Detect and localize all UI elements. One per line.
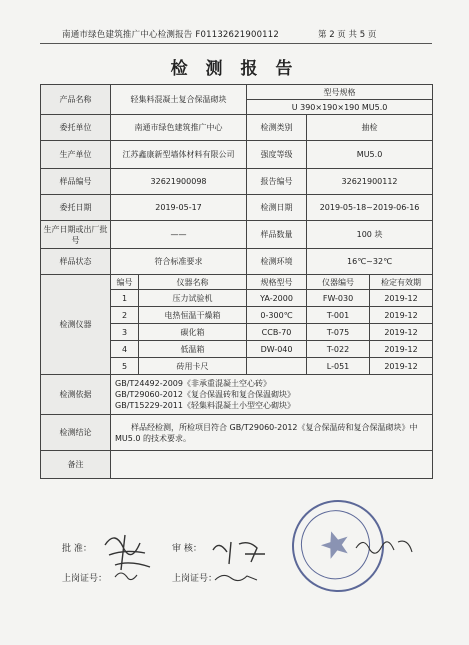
model-spec-label: 型号规格 — [247, 85, 433, 100]
commission-date-label: 委托日期 — [41, 195, 111, 221]
test-date-label: 检测日期 — [247, 195, 307, 221]
approver-signature-icon — [95, 525, 165, 585]
page-title: 检 测 报 告 — [170, 59, 299, 79]
instrument-cell: 碳化箱 — [139, 324, 247, 341]
batch-label: 生产日期或出厂批号 — [41, 221, 111, 249]
sample-quantity-label: 样品数量 — [247, 221, 307, 249]
instrument-cell: T-022 — [307, 341, 370, 358]
seal-date-scribble-icon — [352, 528, 422, 568]
instrument-header-model: 规格型号 — [247, 275, 307, 290]
sample-quantity-value: 100 块 — [307, 221, 433, 249]
instrument-cell: T-075 — [307, 324, 370, 341]
instrument-cell: 1 — [111, 290, 139, 307]
sample-number-label: 样品编号 — [41, 169, 111, 195]
basis-line: GB/T15229-2011《轻集料混凝土小型空心砌块》 — [115, 401, 295, 410]
model-spec-value: U 390×190×190 MU5.0 — [247, 100, 433, 115]
instrument-header-id: 仪器编号 — [307, 275, 370, 290]
sample-state-label: 样品状态 — [41, 249, 111, 275]
sample-number-value: 32621900098 — [111, 169, 247, 195]
instrument-cell: 压力试验机 — [139, 290, 247, 307]
product-name-label: 产品名称 — [41, 85, 111, 115]
commission-date-value: 2019-05-17 — [111, 195, 247, 221]
instrument-cell: 电热恒温干燥箱 — [139, 307, 247, 324]
test-category-value: 抽检 — [307, 115, 433, 141]
test-environment-label: 检测环境 — [247, 249, 307, 275]
instrument-cell: 0-300℃ — [247, 307, 307, 324]
instrument-cell: 2019-12 — [370, 307, 433, 324]
product-name-value: 轻集料混凝土复合保温砌块 — [111, 85, 247, 115]
instrument-cell: 4 — [111, 341, 139, 358]
instrument-cell: 2 — [111, 307, 139, 324]
approve-label: 批 准： — [62, 544, 92, 554]
instrument-header-name: 仪器名称 — [139, 275, 247, 290]
instrument-cell: 2019-12 — [370, 290, 433, 307]
header-page-number: 第 2 页 共 5 页 — [318, 30, 377, 40]
report-table — [40, 84, 433, 479]
instrument-cell: 3 — [111, 324, 139, 341]
strength-grade-label: 强度等级 — [247, 141, 307, 169]
instrument-cell: YA-2000 — [247, 290, 307, 307]
strength-grade-value: MU5.0 — [307, 141, 433, 169]
instruments-label: 检测仪器 — [41, 275, 111, 375]
instrument-cell: 砖用卡尺 — [139, 358, 247, 375]
basis-label: 检测依据 — [41, 375, 111, 415]
test-environment-value: 16℃~32℃ — [307, 249, 433, 275]
basis-value — [111, 375, 433, 415]
remark-value — [111, 451, 433, 479]
test-category-label: 检测类别 — [247, 115, 307, 141]
basis-line: GB/T29060-2012《复合保温砖和复合保温砌块》 — [115, 390, 295, 399]
instrument-cell: DW-040 — [247, 341, 307, 358]
conclusion-value: 样品经检测，所检项目符合 GB/T29060-2012《复合保温砖和复合保温砌块》中 MU5.0 的技术要求。 — [111, 415, 433, 451]
batch-value: —— — [111, 221, 247, 249]
remark-label: 备注 — [41, 451, 111, 479]
sample-state-value: 符合标准要求 — [111, 249, 247, 275]
producer-value: 江苏鑫康新型墙体材料有限公司 — [111, 141, 247, 169]
report-number-value: 32621900112 — [307, 169, 433, 195]
instrument-cell: 2019-12 — [370, 341, 433, 358]
reviewer-cert-label: 上岗证号： — [172, 574, 218, 584]
instrument-cell: L-051 — [307, 358, 370, 375]
conclusion-label: 检测结论 — [41, 415, 111, 451]
producer-label: 生产单位 — [41, 141, 111, 169]
basis-line: GB/T24492-2009《非承重混凝土空心砖》 — [115, 379, 271, 388]
instrument-header-no: 编号 — [111, 275, 139, 290]
instrument-header-validity: 检定有效期 — [370, 275, 433, 290]
reviewer-signature-icon — [205, 528, 280, 588]
header-report-number: 南通市绿色建筑推广中心检测报告 F01132621900112 — [62, 30, 280, 40]
client-value: 南通市绿色建筑推广中心 — [111, 115, 247, 141]
test-date-value: 2019-05-18~2019-06-16 — [307, 195, 433, 221]
instrument-cell: 2019-12 — [370, 324, 433, 341]
instrument-cell: 低温箱 — [139, 341, 247, 358]
client-label: 委托单位 — [41, 115, 111, 141]
report-number-label: 报告编号 — [247, 169, 307, 195]
instrument-cell: FW-030 — [307, 290, 370, 307]
instrument-cell: CCB-70 — [247, 324, 307, 341]
instrument-cell: T-001 — [307, 307, 370, 324]
instrument-cell: 5 — [111, 358, 139, 375]
instrument-cell — [247, 358, 307, 375]
instrument-cell: 2019-12 — [370, 358, 433, 375]
review-label: 审 核： — [172, 544, 202, 554]
header-divider — [40, 43, 432, 44]
approver-cert-label: 上岗证号： — [62, 574, 108, 584]
